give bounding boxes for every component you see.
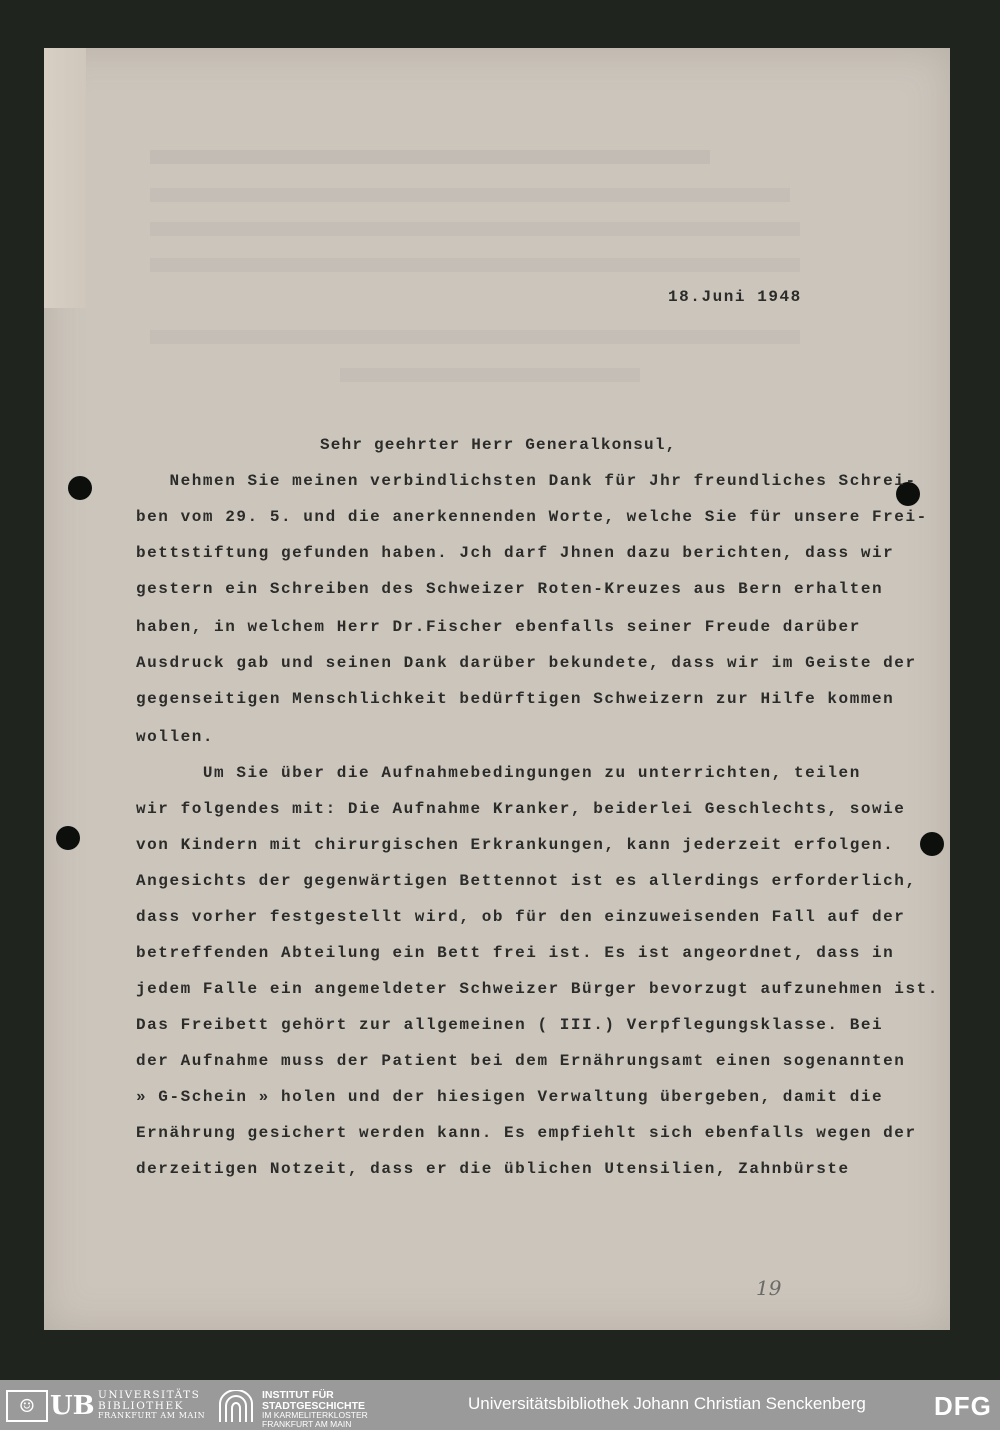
- sheet-fold-edge: [44, 48, 86, 308]
- show-through-mark: [150, 258, 800, 272]
- letter-line: derzeitigen Notzeit, dass er die üblichen Utensilien, Zahnbürste: [136, 1160, 850, 1178]
- letter-line: » G-Schein » holen und der hiesigen Verwaltung übergeben, damit die: [136, 1088, 884, 1106]
- show-through-mark: [150, 188, 790, 202]
- letter-line: Angesichts der gegenwärtigen Bettennot ist es allerdings erforderlich,: [136, 872, 917, 890]
- punch-hole: [920, 832, 944, 856]
- footer-bar: [0, 1380, 1000, 1430]
- ub-line-2: BIBLIOTHEK: [98, 1399, 184, 1412]
- show-through-mark: [150, 330, 800, 344]
- letter-line: wollen.: [136, 728, 215, 746]
- letter-line: wir folgendes mit: Die Aufnahme Kranker, beiderlei Geschlechts, sowie: [136, 800, 906, 818]
- letter-line: der Aufnahme muss der Patient bei dem Ernährungsamt einen sogenannten: [136, 1052, 906, 1070]
- isg-arch-logo-icon: [216, 1390, 256, 1422]
- show-through-mark: [150, 150, 710, 164]
- letter-line: von Kindern mit chirurgischen Erkrankungen, kann jederzeit erfolgen.: [136, 836, 895, 854]
- punch-hole: [56, 826, 80, 850]
- show-through-mark: [340, 368, 640, 382]
- letter-line: gestern ein Schreiben des Schweizer Roten-Kreuzes aus Bern erhalten: [136, 580, 884, 598]
- letter-line: Um Sie über die Aufnahmebedingungen zu unterrichten, teilen: [136, 764, 861, 782]
- page-number-annotation: 19: [756, 1276, 782, 1300]
- ub-logo-text: [98, 1390, 205, 1422]
- dfg-logo: DFG: [934, 1391, 992, 1421]
- letter-date: 18.Juni 1948: [668, 288, 802, 306]
- ub-line-3: FRANKFURT AM MAIN: [98, 1411, 206, 1420]
- letter-line: Nehmen Sie meinen verbindlichsten Dank für Jhr freundliches Schrei-: [136, 472, 917, 490]
- letter-line: ben vom 29. 5. und die anerkennenden Worte, welche Sie für unsere Frei-: [136, 508, 928, 526]
- letter-line: haben, in welchem Herr Dr.Fischer ebenfalls seiner Freude darüber: [136, 618, 861, 636]
- isg-line-2: STADTGESCHICHTE: [262, 1399, 366, 1412]
- ub-logo-letters: UB: [50, 1391, 95, 1421]
- letter-line: Ausdruck gab und seinen Dank darüber bekundete, dass wir im Geiste der: [136, 654, 917, 672]
- letter-line: Das Freibett gehört zur allgemeinen ( III.) Verpflegungsklasse. Bei: [136, 1016, 884, 1034]
- letter-line: Ernährung gesichert werden kann. Es empfiehlt sich ebenfalls wegen der: [136, 1124, 917, 1142]
- letter-salutation: Sehr geehrter Herr Generalkonsul,: [320, 436, 677, 454]
- ub-line-1: UNIVERSITÄTS: [98, 1389, 201, 1401]
- show-through-mark: [150, 222, 800, 236]
- punch-hole: [68, 476, 92, 500]
- letter-line: jedem Falle ein angemeldeter Schweizer Bürger bevorzugt aufzunehmen ist.: [136, 980, 939, 998]
- isg-line-1: INSTITUT FÜR: [262, 1389, 334, 1401]
- letter-line: betreffenden Abteilung ein Bett frei ist. Es ist angeordnet, dass in: [136, 944, 895, 962]
- footer-library-name: Universitätsbibliothek Johann Christian Senckenberg: [468, 1394, 866, 1413]
- isg-logo-text: [262, 1389, 368, 1429]
- isg-line-3: IM KARMELITERKLOSTER: [262, 1410, 368, 1420]
- isg-line-4: FRANKFURT AM MAIN: [262, 1418, 352, 1429]
- letter-line: dass vorher festgestellt wird, ob für den einzuweisenden Fall auf der: [136, 908, 906, 926]
- ub-portrait-logo-icon: ☺: [6, 1390, 48, 1422]
- letter-line: gegenseitigen Menschlichkeit bedürftigen Schweizern zur Hilfe kommen: [136, 690, 895, 708]
- letter-line: bettstiftung gefunden haben. Jch darf Jhnen dazu berichten, dass wir: [136, 544, 895, 562]
